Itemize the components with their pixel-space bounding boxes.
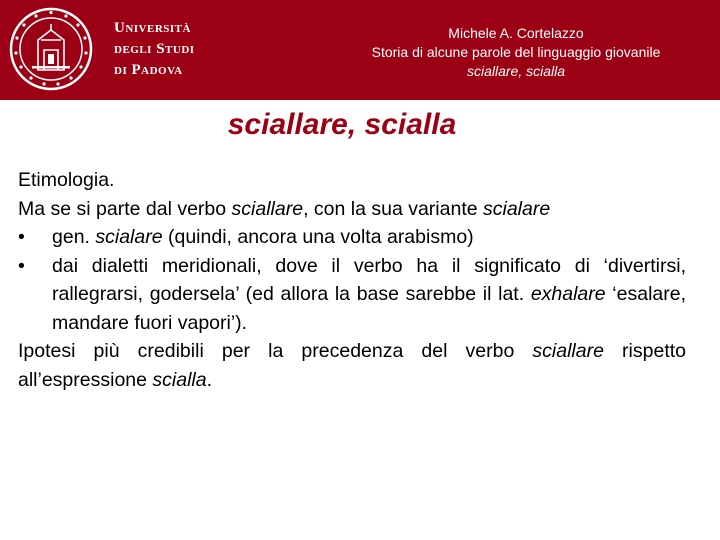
text-run: gen.: [52, 226, 96, 248]
university-name-line-1: Università: [114, 20, 191, 36]
italic-term: scialla: [152, 368, 207, 391]
text-run: rispetto all’espressione: [18, 340, 686, 391]
bullet-icon: •: [18, 226, 25, 248]
bullet-icon: •: [18, 254, 25, 277]
university-name-line-2: degli Studi: [114, 41, 195, 57]
italic-term: scialare: [483, 197, 551, 220]
university-name-line-3: di Padova: [114, 62, 183, 78]
italic-term: scialare: [95, 226, 163, 248]
text-run: .: [206, 368, 213, 391]
text-run: , con la sua variante: [303, 197, 483, 220]
university-seal-logo: [8, 6, 94, 92]
university-name: [114, 18, 195, 81]
slide-body: [18, 166, 686, 394]
italic-term: sciallare: [532, 340, 604, 362]
paragraph-intro: [18, 195, 686, 224]
text-run: Ipotesi più credibili per la precedenza del verbo: [18, 340, 533, 362]
slide-title: sciallare, scialla: [227, 108, 457, 141]
text-run: dai dialetti meridionali, dove il verbo ha il significato di ‘divertirsi, rallegrarsi, godersela’ (ed allora la base sarebbe il lat.: [52, 254, 686, 305]
paragraph-etymology: Etimologia.: [18, 169, 115, 191]
paragraph-hypothesis: [18, 337, 686, 394]
text-run: (quindi, ancora una volta arabismo): [162, 226, 474, 248]
text-run: Ma se si parte dal verbo: [18, 197, 232, 220]
slide-meta: [326, 24, 706, 81]
header-banner: [0, 0, 720, 100]
text-run: ‘esalare, mandare fuori vapori’).: [52, 283, 687, 334]
topic-subtitle: sciallare, scialla: [466, 63, 566, 79]
italic-term: sciallare: [231, 197, 304, 220]
list-item: [18, 252, 686, 338]
italic-term: exhalare: [530, 283, 606, 305]
author-name: Michele A. Cortelazzo: [448, 25, 584, 41]
list-item: [18, 223, 686, 252]
course-title: Storia di alcune parole del linguaggio giovanile: [371, 44, 661, 60]
